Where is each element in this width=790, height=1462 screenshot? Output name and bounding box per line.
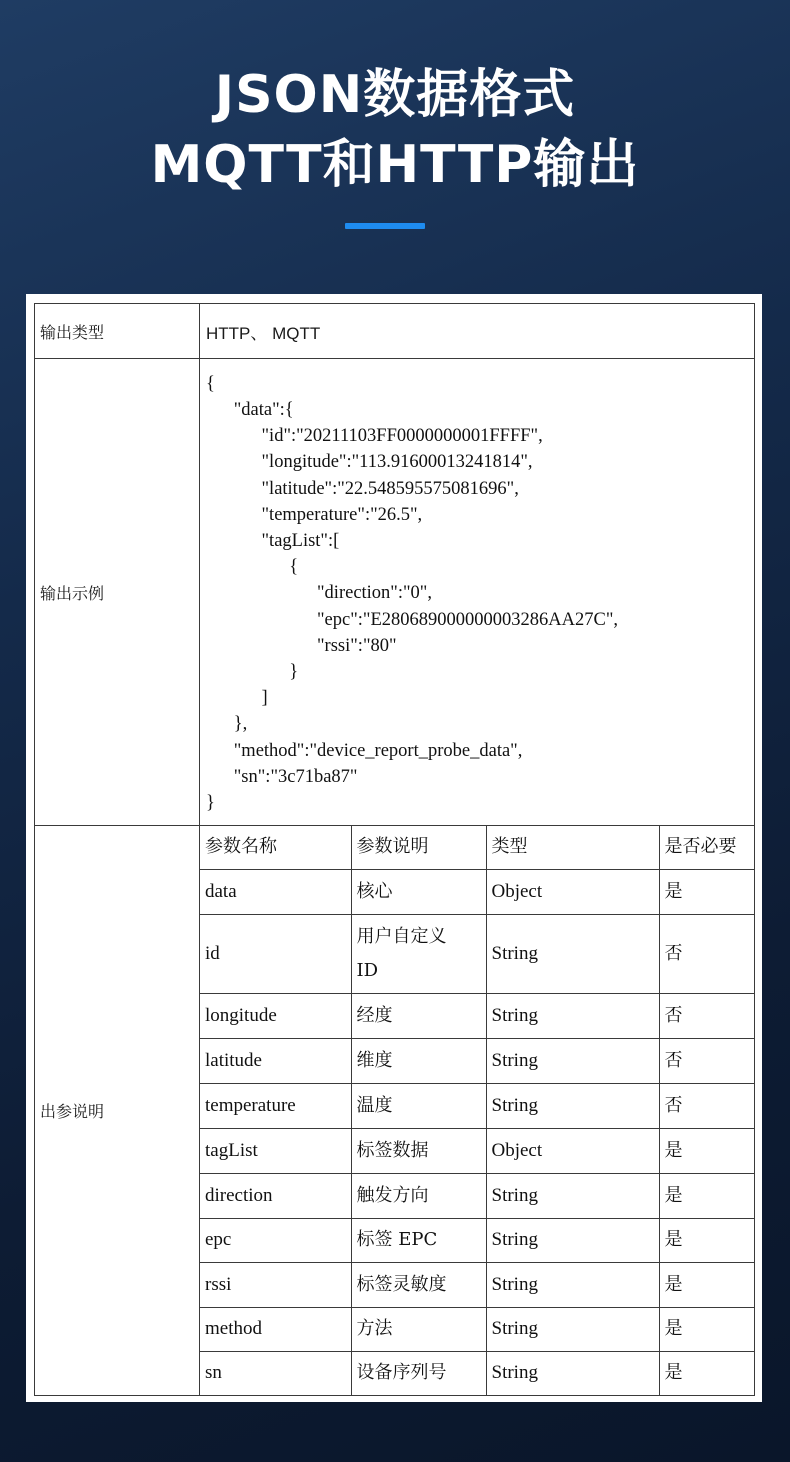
table-row	[200, 993, 755, 1038]
accent-divider	[345, 223, 425, 229]
param-name-cell: temperature	[200, 1083, 351, 1128]
table-row	[200, 914, 755, 993]
params-label: 出参说明	[35, 826, 200, 1396]
param-name-cell: latitude	[200, 1038, 351, 1083]
param-required-cell: 否	[659, 993, 755, 1038]
title-line-2: MQTT和HTTP输出	[150, 135, 640, 195]
spec-card	[26, 294, 762, 1402]
param-desc-cell: 维度	[351, 1038, 486, 1083]
param-name-cell: direction	[200, 1173, 351, 1218]
table-row	[200, 1351, 755, 1395]
params-cell	[200, 826, 755, 1396]
param-desc-cell: 用户自定义 ID	[351, 914, 486, 993]
param-desc-cell: 核心	[351, 869, 486, 914]
param-type-cell: String	[486, 1173, 659, 1218]
column-header: 是否必要	[659, 826, 755, 869]
title-line-1: JSON数据格式	[214, 65, 576, 125]
param-desc-cell: 经度	[351, 993, 486, 1038]
param-type-cell: String	[486, 1262, 659, 1307]
param-required-cell: 是	[659, 1218, 755, 1262]
param-name-cell: epc	[200, 1218, 351, 1262]
output-type-value: HTTP、 MQTT	[200, 304, 755, 359]
param-required-cell: 是	[659, 869, 755, 914]
table-row	[200, 1307, 755, 1351]
output-type-label: 输出类型	[35, 304, 200, 359]
param-name-cell: method	[200, 1307, 351, 1351]
table-row	[200, 1128, 755, 1173]
table-row	[200, 1262, 755, 1307]
column-header: 参数名称	[200, 826, 351, 869]
row-params	[35, 826, 755, 1396]
param-type-cell: Object	[486, 869, 659, 914]
param-type-cell: String	[486, 1218, 659, 1262]
column-header: 参数说明	[351, 826, 486, 869]
param-type-cell: String	[486, 914, 659, 993]
param-required-cell: 是	[659, 1307, 755, 1351]
param-desc-cell: 标签 EPC	[351, 1218, 486, 1262]
param-name-cell: longitude	[200, 993, 351, 1038]
column-header: 类型	[486, 826, 659, 869]
output-example-cell	[200, 359, 755, 826]
param-desc-cell: 标签灵敏度	[351, 1262, 486, 1307]
spec-table	[34, 303, 755, 1396]
params-table	[200, 826, 755, 1395]
param-type-cell: Object	[486, 1128, 659, 1173]
param-required-cell: 是	[659, 1173, 755, 1218]
param-required-cell: 否	[659, 1083, 755, 1128]
table-row	[200, 869, 755, 914]
param-required-cell: 否	[659, 914, 755, 993]
table-row	[200, 1038, 755, 1083]
row-output-example	[35, 359, 755, 826]
output-example-label: 输出示例	[35, 359, 200, 826]
param-name-cell: rssi	[200, 1262, 351, 1307]
param-type-cell: String	[486, 1038, 659, 1083]
param-name-cell: data	[200, 869, 351, 914]
param-desc-cell: 温度	[351, 1083, 486, 1128]
param-type-cell: String	[486, 993, 659, 1038]
param-required-cell: 否	[659, 1038, 755, 1083]
json-code-block: { "data":{ "id":"20211103FF0000000001FFFF", "longitude":"113.91600013241814", "latitude":"22.548595575081696", "temperature":"26.5", "tagList":[ { "direction":"0", "epc":"E280689000000003286AA27C", "rssi":"80" } ] }, "method":"device_report_probe_data", "sn":"3c71ba87" }	[206, 373, 619, 814]
param-required-cell: 是	[659, 1128, 755, 1173]
param-name-cell: sn	[200, 1351, 351, 1395]
param-type-cell: String	[486, 1083, 659, 1128]
table-row	[200, 1218, 755, 1262]
param-desc-cell: 触发方向	[351, 1173, 486, 1218]
param-desc-cell: 设备序列号	[351, 1351, 486, 1395]
row-output-type	[35, 304, 755, 359]
params-header-row	[200, 826, 755, 869]
page-header	[0, 60, 790, 200]
param-type-cell: String	[486, 1351, 659, 1395]
param-type-cell: String	[486, 1307, 659, 1351]
param-required-cell: 是	[659, 1262, 755, 1307]
param-desc-cell: 方法	[351, 1307, 486, 1351]
param-name-cell: id	[200, 914, 351, 993]
param-desc-cell: 标签数据	[351, 1128, 486, 1173]
table-row	[200, 1173, 755, 1218]
param-name-cell: tagList	[200, 1128, 351, 1173]
table-row	[200, 1083, 755, 1128]
param-required-cell: 是	[664, 1362, 683, 1384]
